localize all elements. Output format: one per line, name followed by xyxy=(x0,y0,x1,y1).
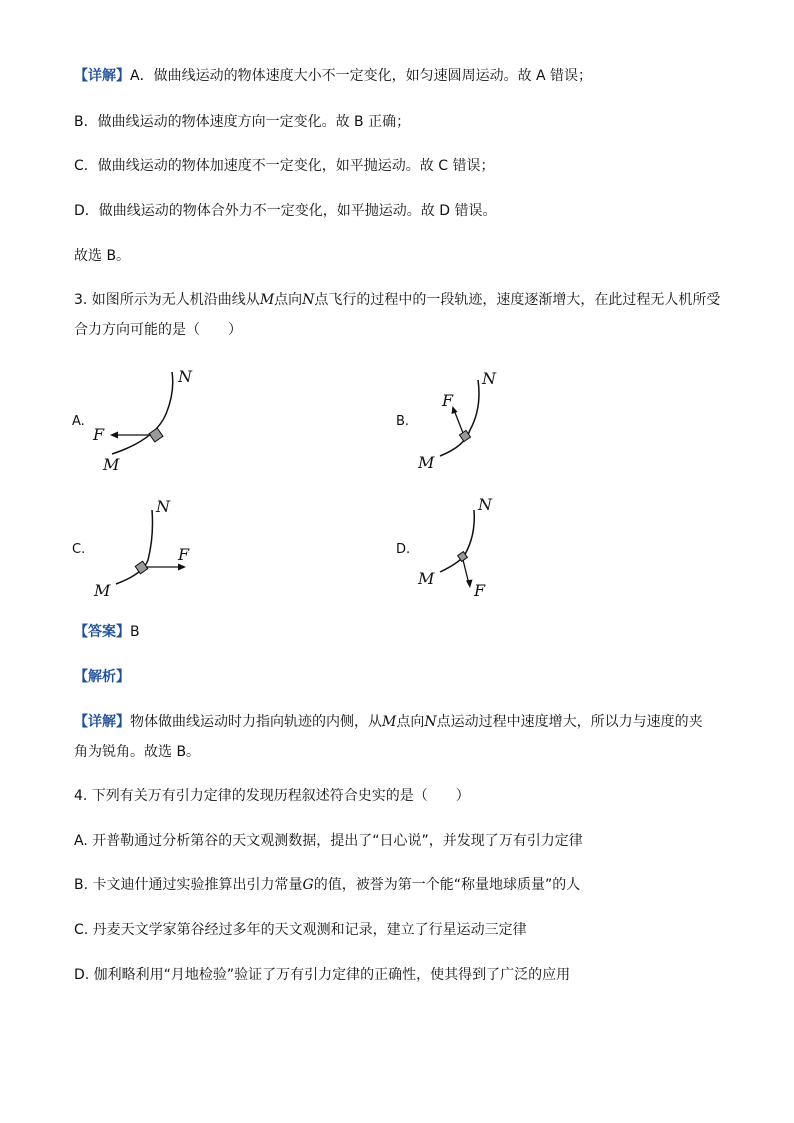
prev-detail-line-d: D．做曲线运动的物体合外力不一定变化，如平抛运动。故 D 错误。 xyxy=(74,203,497,219)
option-d-figure xyxy=(412,496,512,604)
option-b-label: B. xyxy=(396,414,410,429)
label-n: N xyxy=(482,369,496,388)
option-a-label: A. xyxy=(72,414,85,429)
label-f: F xyxy=(442,391,454,410)
label-f: F xyxy=(178,545,190,564)
option-d-label: D. xyxy=(396,542,411,557)
q4-option-d: D. 伽利略利用“月地检验”验证了万有引力定律的正确性，使其得到了广泛的应用 xyxy=(74,967,571,983)
q4-option-a: A. 开普勒通过分析第谷的天文观测数据，提出了“日心说”，并发现了万有引力定律 xyxy=(74,833,583,849)
detail-tag: 【详解】 xyxy=(74,714,130,730)
q3-detail-part-2: 点向 xyxy=(396,714,425,730)
q3-stem-part-1: 3. 如图所示为无人机沿曲线从 xyxy=(74,292,260,308)
answer-value: B xyxy=(130,624,140,640)
force-arrowhead xyxy=(110,432,118,439)
prev-detail-line-c: C．做曲线运动的物体加速度不一定变化，如平抛运动。故 C 错误； xyxy=(74,158,495,174)
answer-tag: 【答案】 xyxy=(74,624,130,640)
option-a-figure xyxy=(80,362,210,474)
q3-analysis-heading xyxy=(74,667,130,687)
q4-option-b-g: G xyxy=(302,877,314,893)
prev-detail-line-a xyxy=(74,66,592,86)
q4-option-c: C. 丹麦天文学家第谷经过多年的天文观测和记录，建立了行星运动三定律 xyxy=(74,922,527,938)
option-c-figure xyxy=(88,496,208,604)
label-f: F xyxy=(474,581,486,600)
q4-option-b xyxy=(74,875,580,895)
q3-detail-m: M xyxy=(382,714,397,730)
q4-stem: 4. 下列有关万有引力定律的发现历程叙述符合史实的是（ ） xyxy=(74,788,470,804)
q3-stem-part-2: 点向 xyxy=(274,292,303,308)
detail-tag: 【详解】 xyxy=(74,68,130,84)
force-arrowhead xyxy=(466,580,473,589)
label-n: N xyxy=(478,496,492,514)
option-c-label: C. xyxy=(72,542,86,557)
q3-detail-line-2: 角为锐角。故选 B。 xyxy=(74,744,201,760)
q3-stem-m: M xyxy=(259,292,275,308)
q3-detail-n: N xyxy=(424,714,437,730)
q3-stem-line-2: 合力方向可能的是（ ） xyxy=(74,322,242,338)
prev-detail-conclusion: 故选 B。 xyxy=(74,248,131,264)
label-m: M xyxy=(418,569,435,588)
q4-option-b-part-2: 的值，被誉为第一个能“称量地球质量”的人 xyxy=(313,877,581,893)
label-f: F xyxy=(93,425,105,444)
force-arrowhead xyxy=(178,564,186,571)
q3-stem-part-3: 点飞行的过程中的一段轨迹，速度逐渐增大，在此过程无人机所受 xyxy=(314,292,721,308)
option-b-figure xyxy=(410,368,510,474)
q4-option-b-part-1: B. 卡文迪什通过实验推算出引力常量 xyxy=(74,877,303,893)
trajectory-curve xyxy=(116,510,153,584)
q3-detail-part-1: 物体做曲线运动时力指向轨迹的内侧，从 xyxy=(130,714,382,730)
q3-answer xyxy=(74,622,140,642)
label-m: M xyxy=(94,581,111,600)
detail-a-text: A．做曲线运动的物体速度大小不一定变化，如匀速圆周运动。故 A 错误； xyxy=(130,68,593,84)
q3-detail-line-1 xyxy=(74,712,703,732)
label-m: M xyxy=(103,455,120,474)
trajectory-curve xyxy=(440,510,474,572)
prev-detail-line-b: B．做曲线运动的物体速度方向一定变化。故 B 正确； xyxy=(74,114,411,130)
force-arrow xyxy=(454,410,463,433)
analysis-tag: 【解析】 xyxy=(74,669,130,685)
q3-detail-part-3: 点运动过程中速度增大，所以力与速度的夹 xyxy=(436,714,703,730)
trajectory-curve xyxy=(112,372,173,454)
q3-stem-n: N xyxy=(302,292,315,308)
label-m: M xyxy=(418,453,435,472)
q3-stem-line-1 xyxy=(74,290,720,310)
label-n: N xyxy=(156,497,170,516)
label-n: N xyxy=(178,367,192,386)
drone-block xyxy=(149,428,163,442)
